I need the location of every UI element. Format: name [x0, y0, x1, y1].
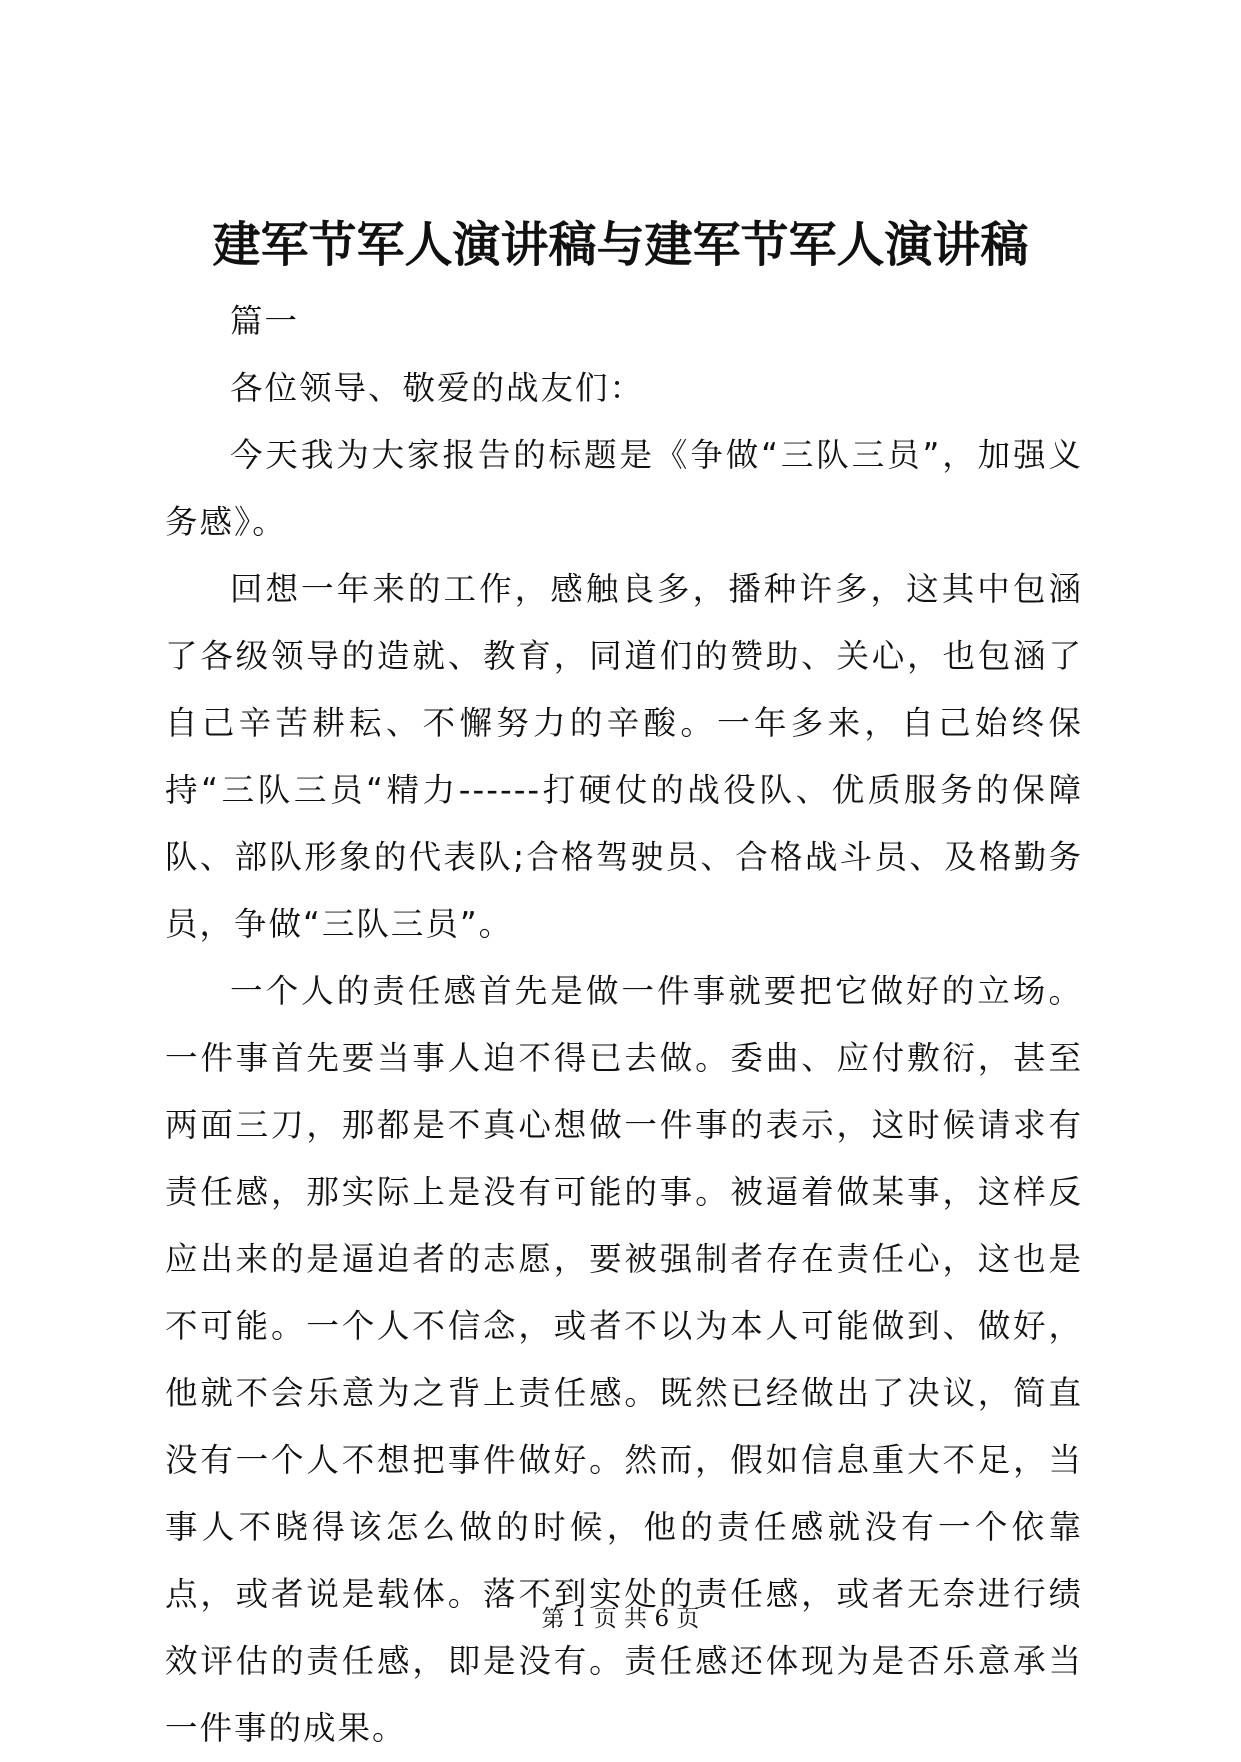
salutation: 各位领导、敬爱的战友们：	[230, 369, 645, 407]
page-footer: 第 1 页 共 6 页	[541, 1606, 700, 1632]
paragraph: 今天我为大家报告的标题是《争做“三队三员”，加强义务感》。	[165, 436, 1083, 541]
paragraph: 回想一年来的工作，感触良多，播种许多，这其中包涵了各级领导的造就、教育，同道们的赞助、关心，也包涵了自己辛苦耕耘、不懈努力的辛酸。一年多来，自己始终保持“三队三员“精力------打硬仗的战役队、优质服务的保障队、部队形象的代表队;合格驾驶员、合格战斗员、及格勤务员，争做“三队三员”。	[165, 570, 1083, 943]
document-title: 建军节军人演讲稿与建军节军人演讲稿	[212, 217, 1029, 273]
section-heading: 篇一	[230, 302, 300, 340]
document-body	[165, 288, 1083, 1762]
paragraph: 一个人的责任感首先是做一件事就要把它做好的立场。一件事首先要当事人迫不得已去做。委曲、应付敷衍，甚至两面三刀，那都是不真心想做一件事的表示，这时候请求有责任感，那实际上是没有可能的事。被逼着做某事，这样反应出来的是逼迫者的志愿，要被强制者存在责任心，这也是不可能。一个人不信念，或者不以为本人可能做到、做好，他就不会乐意为之背上责任感。既然已经做出了决议，简直没有一个人不想把事件做好。然而，假如信息重大不足，当事人不晓得该怎么做的时候，他的责任感就没有一个依靠点，或者说是载体。落不到实处的责任感，或者无奈进行绩效评估的责任感，即是没有。责任感还体现为是否乐意承当一件事的成果。	[165, 972, 1083, 1747]
